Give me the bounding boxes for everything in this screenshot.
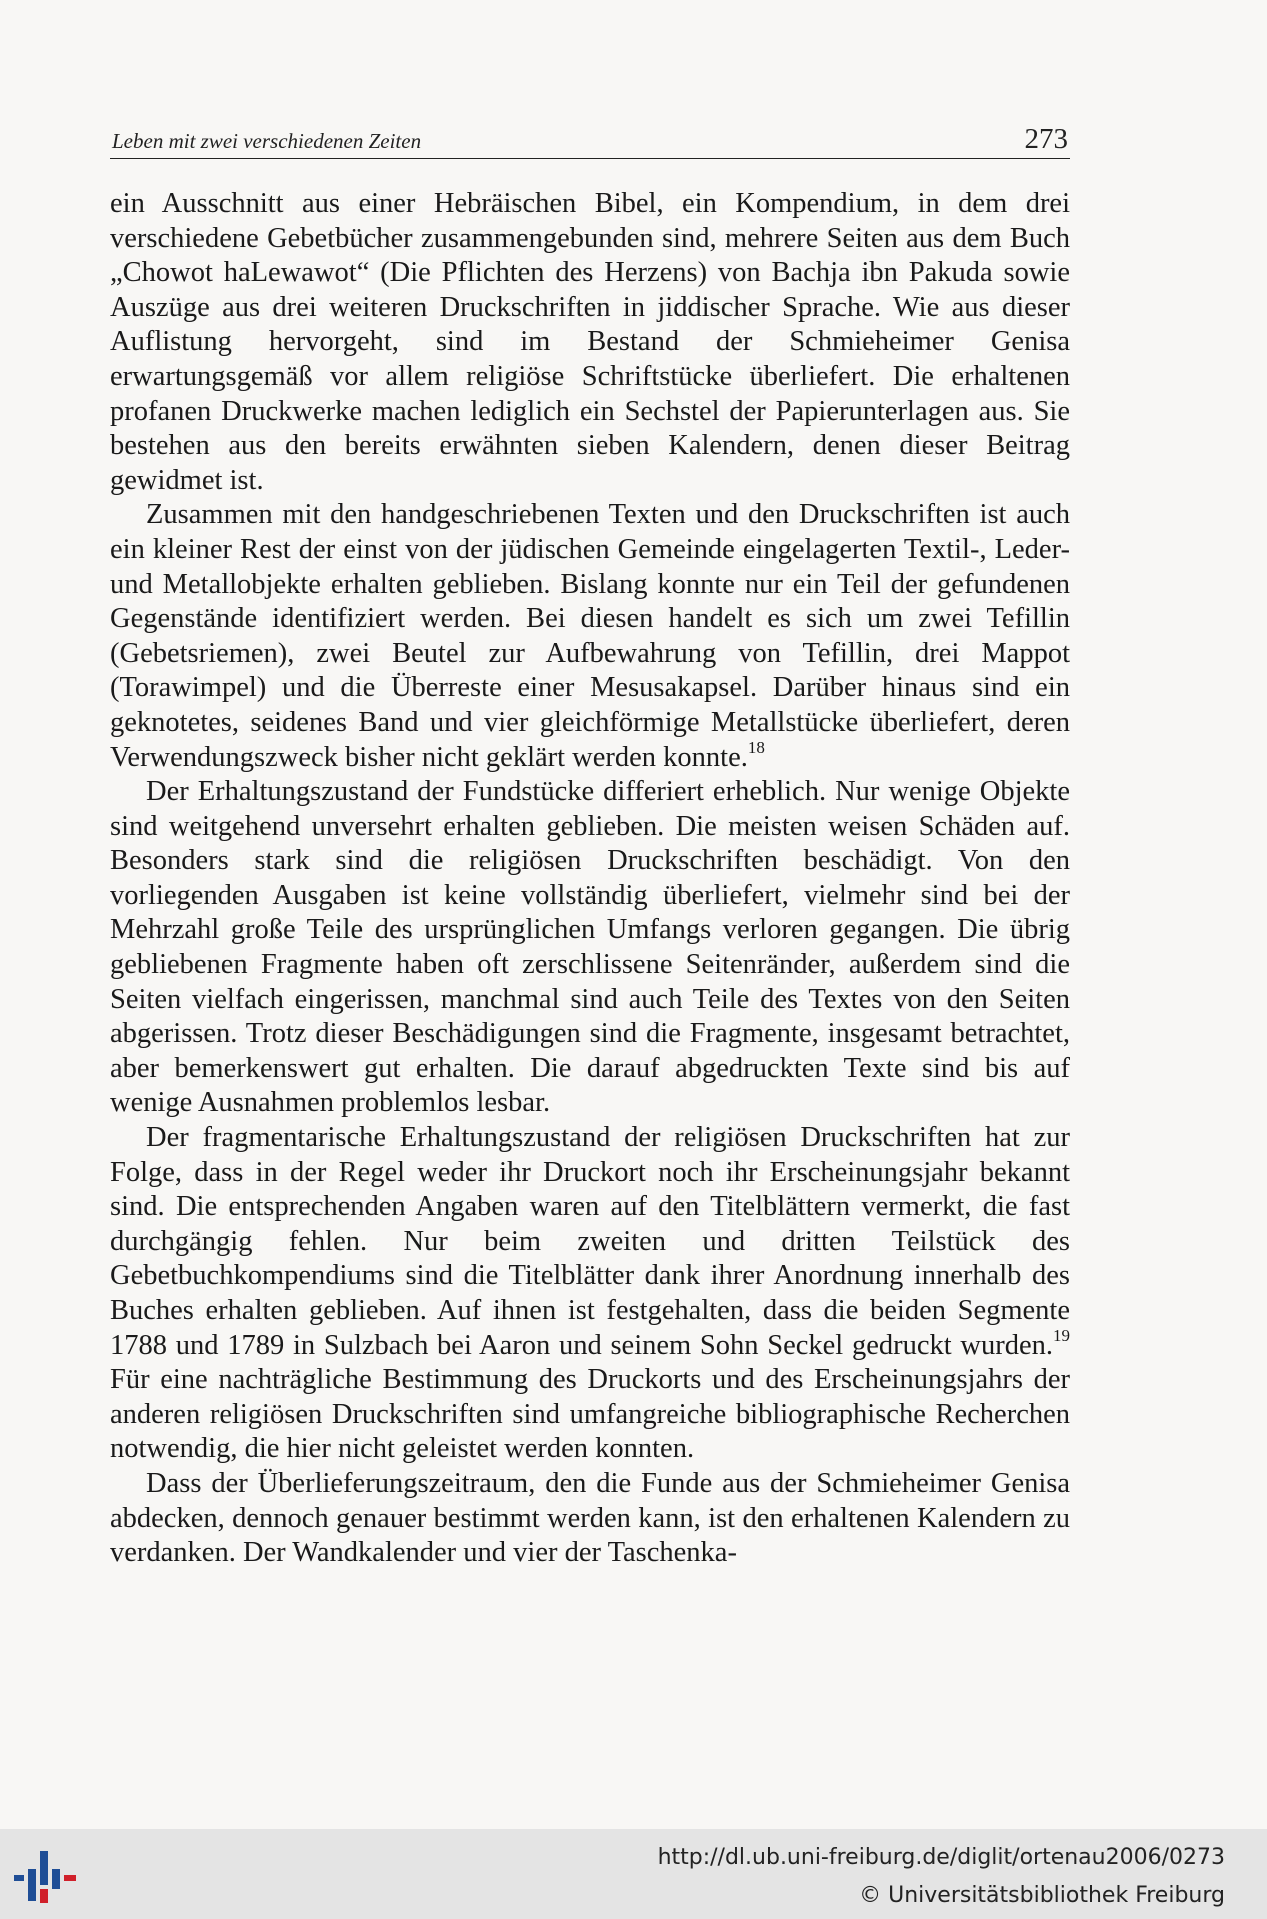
viewer-footer (0, 1829, 1267, 1919)
paragraph-text: Der fragmentarische Erhaltungszustand der religiösen Druckschriften hat zur Folge, dass in der Regel weder ihr Druckort noch ihr Erscheinungsjahr bekannt sind. Die entsprechenden Angaben waren auf den Titelblättern vermerkt, die fast durchgängig fehlen. Nur beim zweiten und dritten Teilstück des Gebetbuchkompendiums sind die Titelblätter dank ihrer Anordnung innerhalb des Buches erhalten geblieben. Auf ihnen ist festgehalten, dass die beiden Segmente 1788 und 1789 in Sulzbach bei Aaron und seinem Sohn Seckel gedruckt wurden. (110, 1122, 1070, 1361)
paragraph-text: Der Erhaltungszustand der Fundstücke differiert erheblich. Nur wenige Objekte sind weitgehend unversehrt erhalten geblieben. Die meisten weisen Schäden auf. Besonders stark sind die religiösen Druckschriften beschädigt. Von den vorliegenden Ausgaben ist keine vollständig überliefert, vielmehr sind bei der Mehrzahl große Teile des ursprünglichen Umfangs verloren gegangen. Die übrig gebliebenen Fragmente haben oft zerschlissene Seitenränder, außerdem sind die Seiten vielfach eingerissen, manchmal sind auch Teile des Textes von den Seiten abgerissen. Trotz dieser Beschädigungen sind die Fragmente, insgesamt betrachtet, aber bemerkenswert gut erhalten. Die darauf abgedruckten Texte sind bis auf wenige Ausnahmen problemlos lesbar. (110, 776, 1070, 1119)
body-text (110, 187, 1070, 1571)
paragraph-text-continued: Für eine nachträgliche Bestimmung des Druckorts und des Erscheinungsjahrs der anderen religiösen Druckschriften sind umfangreiche bibliographische Recherchen notwendig, die hier nicht geleistet werden konnten. (110, 1364, 1070, 1465)
copyright-notice: © Universitätsbibliothek Freiburg (859, 1883, 1225, 1908)
permalink-url[interactable]: http://dl.ub.uni-freiburg.de/diglit/ortenau2006/0273 (657, 1845, 1225, 1870)
paragraph-text: Zusammen mit den handgeschriebenen Texten und den Druckschriften ist auch ein kleiner Rest der einst von der jüdischen Gemeinde eingelagerten Textil-, Leder- und Metallobjekte erhalten geblieben. Bislang konnte nur ein Teil der gefundenen Gegenstände identifiziert werden. Bei diesen handelt es sich um zwei Tefillin (Gebetsriemen), zwei Beutel zur Aufbewahrung von Tefillin, drei Mappot (Torawimpel) und die Überreste einer Mesusakapsel. Darüber hinaus sind ein geknotetes, seidenes Band und vier gleichförmige Metallstücke überliefert, deren Verwendungszweck bisher nicht geklärt werden konnte. (110, 499, 1070, 773)
paragraph-4 (110, 1121, 1070, 1467)
paragraph-text: ein Ausschnitt aus einer Hebräischen Bibel, ein Kompendium, in dem drei verschiedene Gebetbücher zusammengebunden sind, mehrere Seiten aus dem Buch „Chowot haLewawot“ (Die Pflichten des Herzens) von Bachja ibn Pakuda sowie Auszüge aus drei weiteren Druckschriften in jiddischer Sprache. Wie aus dieser Auflistung hervorgeht, sind im Bestand der Schmieheimer Genisa erwartungsgemäß vor allem religiöse Schriftstücke überliefert. Die erhaltenen profanen Druckwerke machen lediglich ein Sechstel der Papierunterlagen aus. Sie bestehen aus den bereits erwähnten sieben Kalendern, denen dieser Beitrag gewidmet ist. (110, 188, 1070, 496)
ub-freiburg-logo-icon[interactable] (14, 1845, 80, 1907)
page-number: 273 (1024, 123, 1068, 155)
paragraph-2 (110, 498, 1070, 775)
paragraph-3 (110, 775, 1070, 1121)
paragraph-text: Dass der Überlieferungszeitraum, den die Funde aus der Schmieheimer Genisa abdecken, dennoch genauer bestimmt werden kann, ist den erhaltenen Kalendern zu verdanken. Der Wandkalender und vier der Taschenka- (110, 1467, 1070, 1569)
running-header-title: Leben mit zwei verschiedenen Zeiten (112, 129, 422, 153)
footnote-marker-18[interactable]: 18 (747, 738, 765, 757)
paragraph-1 (110, 187, 1070, 498)
running-header (110, 118, 1070, 159)
paragraph-5 (110, 1467, 1070, 1571)
footnote-marker-19[interactable]: 19 (1053, 1326, 1070, 1346)
